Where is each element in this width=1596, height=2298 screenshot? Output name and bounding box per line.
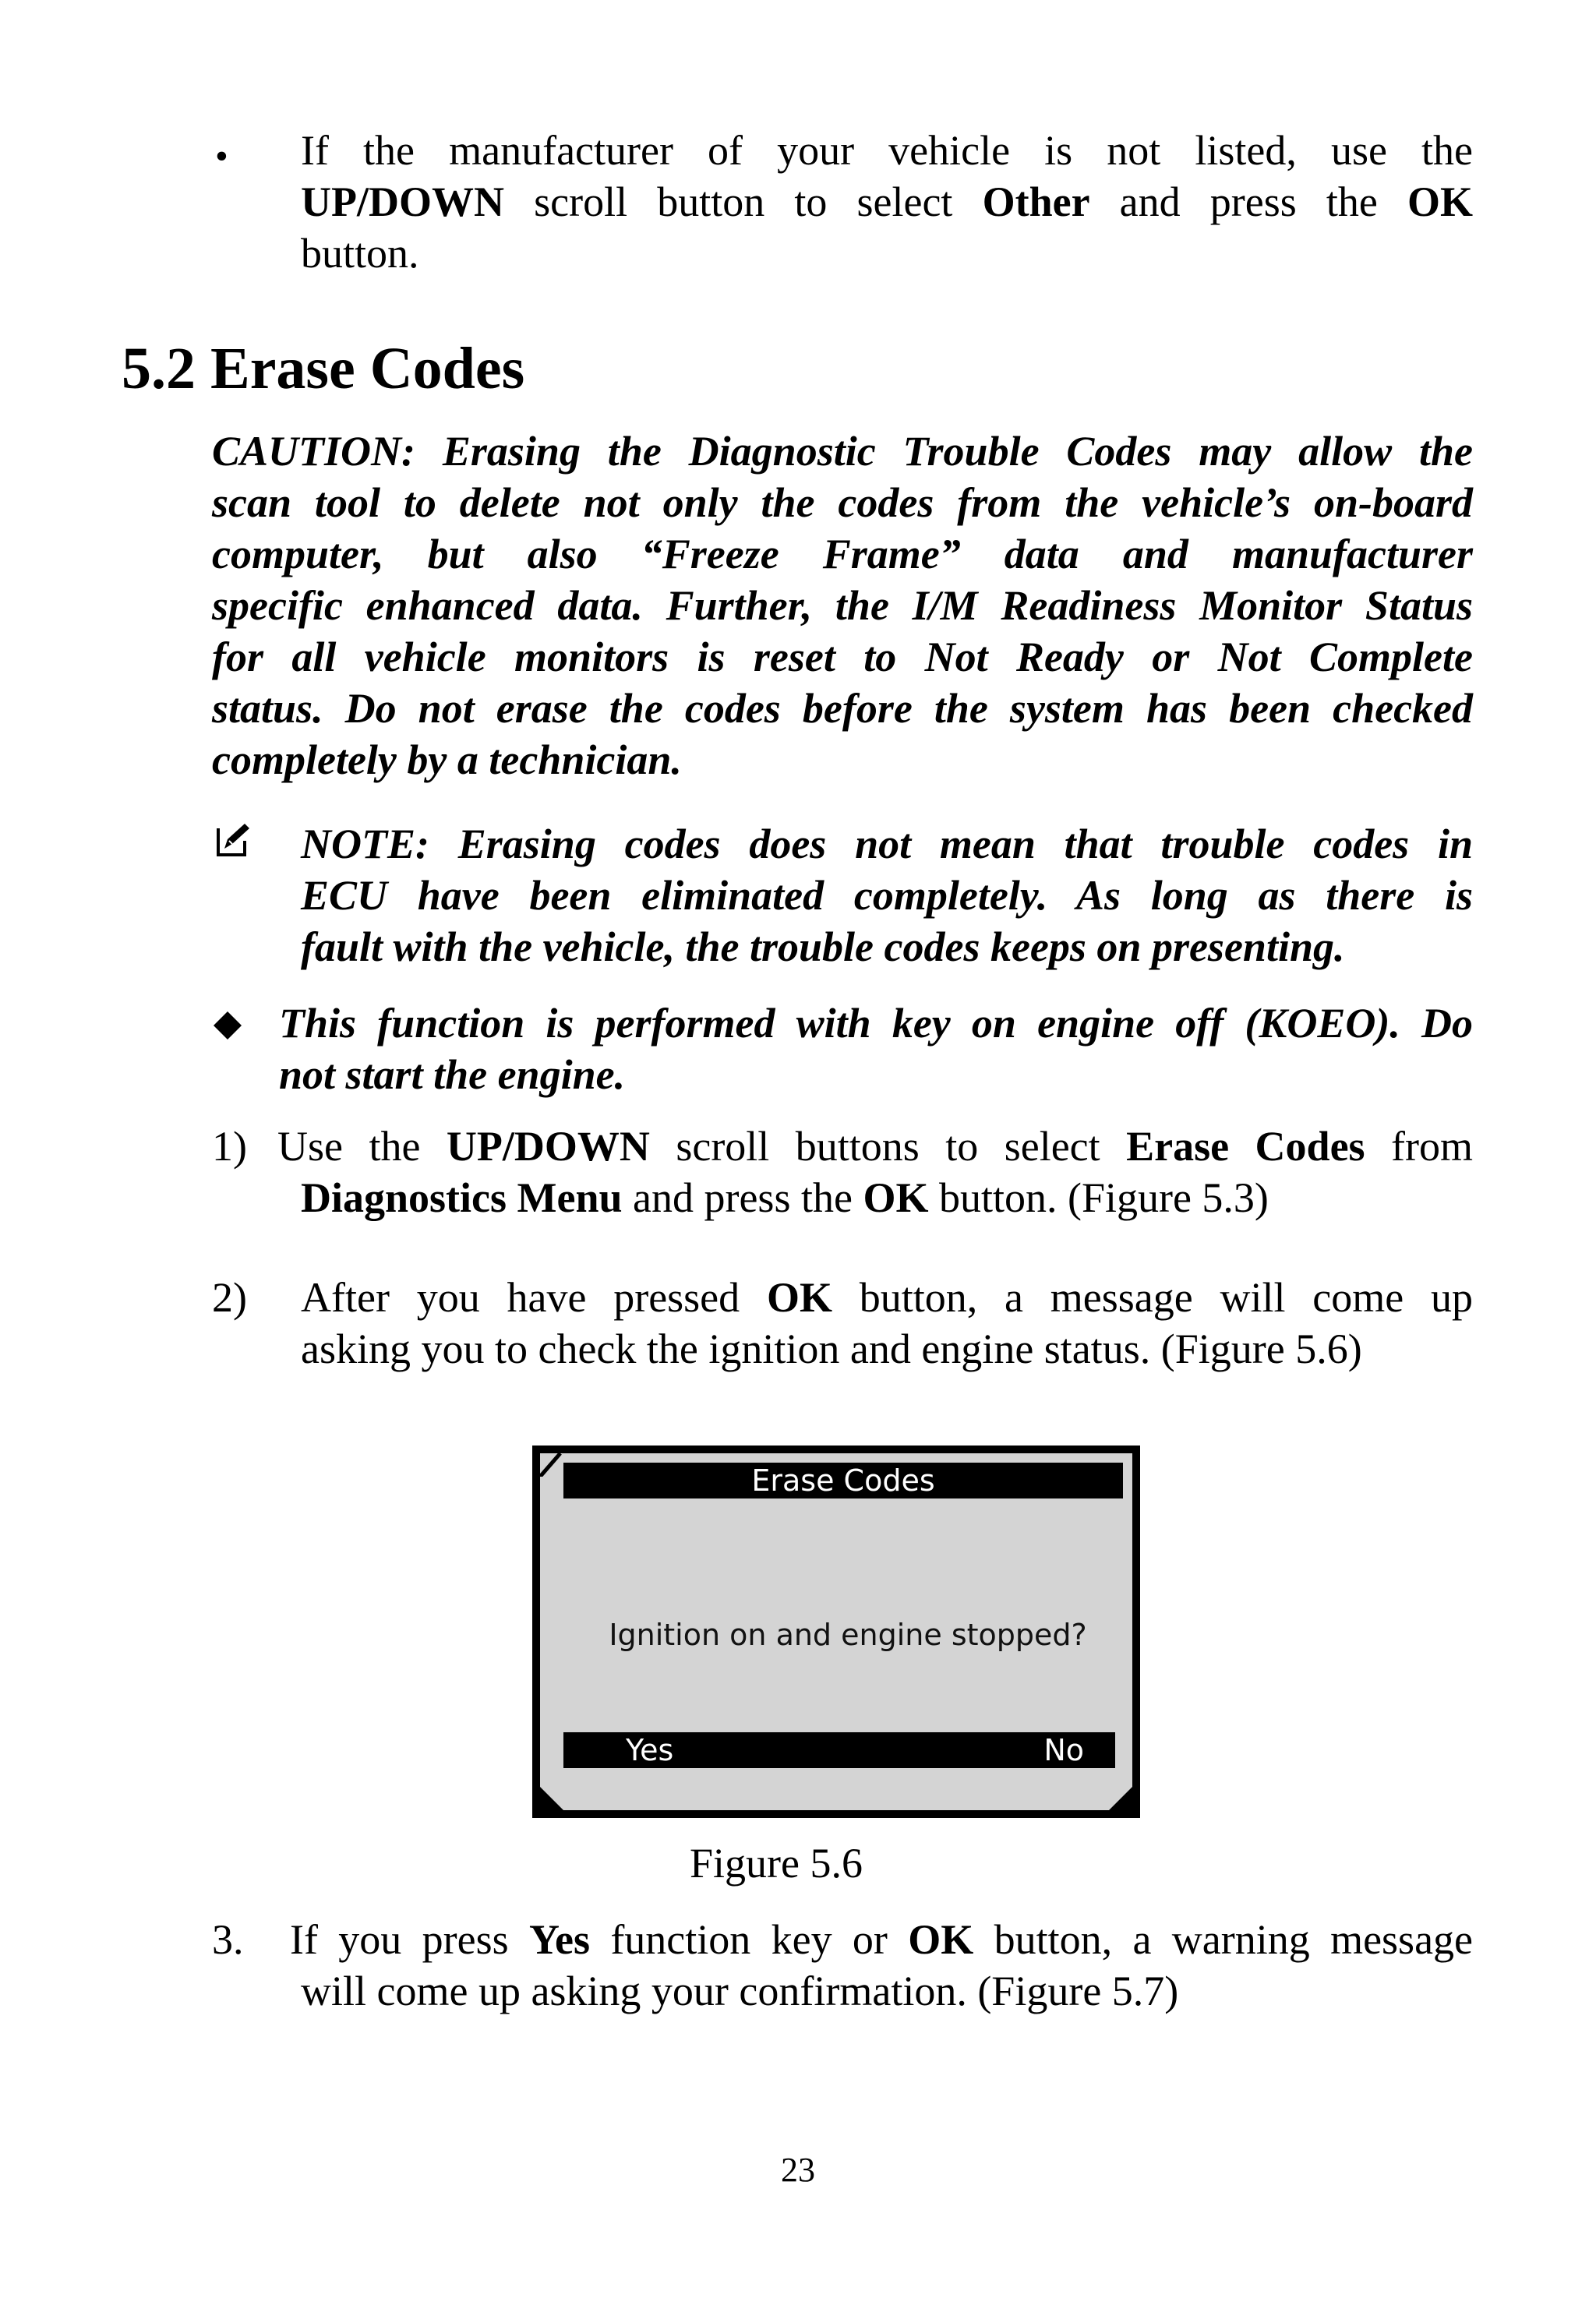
koeo-line: not start the engine. — [279, 1051, 626, 1098]
caution-line: specific enhanced data. Further, the I/M Readiness Monitor Status — [212, 582, 1473, 629]
page-number: 23 — [781, 2151, 815, 2189]
step1-line-2: Diagnostics Menu and press the OK button. (Figure 5.3) — [301, 1174, 1269, 1221]
screen-corner-decoration — [1109, 1787, 1132, 1810]
step3-line-2: will come up asking your confirmation. (Figure 5.7) — [301, 1968, 1179, 2014]
caution-line: completely by a technician. — [212, 736, 682, 783]
yes-softkey[interactable]: Yes — [626, 1733, 674, 1767]
note-line: fault with the vehicle, the trouble codes keeps on presenting. — [301, 923, 1345, 970]
screen-display — [540, 1453, 1132, 1810]
step2-line-2: asking you to check the ignition and engine status. (Figure 5.6) — [301, 1325, 1362, 1372]
koeo-paragraph — [279, 997, 1473, 1100]
section-heading: 5.2 Erase Codes — [122, 336, 525, 401]
screen-corner-decoration — [540, 1453, 563, 1477]
step1-line-1: Use the UP/DOWN scroll buttons to select Erase Codes from — [277, 1123, 1474, 1170]
diamond-icon — [210, 1010, 245, 1041]
screen-softkey-bar — [563, 1732, 1115, 1768]
screen-corner-decoration — [540, 1787, 563, 1810]
step2-line-1: After you have pressed OK button, a message will come up — [301, 1274, 1473, 1321]
screen-title-bar: Erase Codes — [563, 1463, 1123, 1498]
screen-message: Ignition on and engine stopped? — [609, 1618, 1087, 1652]
caution-line: scan tool to delete not only the codes from the vehicle’s on-board — [212, 479, 1473, 526]
step-number: 3. — [212, 1916, 244, 1963]
caution-line: for all vehicle monitors is reset to Not Ready or Not Complete — [212, 634, 1473, 680]
bullet-line-2: UP/DOWN scroll button to select Other and press the OK — [301, 178, 1474, 225]
bullet-line-1: If the manufacturer of your vehicle is not listed, use the — [301, 127, 1473, 174]
note-pencil-icon — [214, 821, 252, 860]
step3-line-1: If you press Yes function key or OK button, a warning message — [290, 1916, 1474, 1963]
caution-paragraph — [212, 425, 1473, 785]
caution-line: computer, but also “Freeze Frame” data and manufacturer — [212, 531, 1473, 577]
bullet-line-3: button. — [301, 230, 419, 277]
note-line: ECU have been eliminated completely. As long as there is — [301, 872, 1473, 919]
step-number: 1) — [212, 1123, 247, 1170]
step-number: 2) — [212, 1274, 247, 1321]
caution-line: status. Do not erase the codes before the system has been checked — [212, 685, 1473, 732]
figure-caption: Figure 5.6 — [690, 1840, 863, 1887]
caution-line: CAUTION: Erasing the Diagnostic Trouble Codes may allow the — [212, 428, 1473, 475]
koeo-line: This function is performed with key on engine off (KOEO). Do — [279, 1000, 1473, 1047]
no-softkey[interactable]: No — [1043, 1733, 1084, 1767]
note-line: NOTE: Erasing codes does not mean that trouble codes in — [301, 821, 1473, 867]
device-screen-figure — [532, 1446, 1140, 1818]
note-paragraph — [301, 818, 1473, 973]
bullet-dot: • — [215, 136, 228, 177]
